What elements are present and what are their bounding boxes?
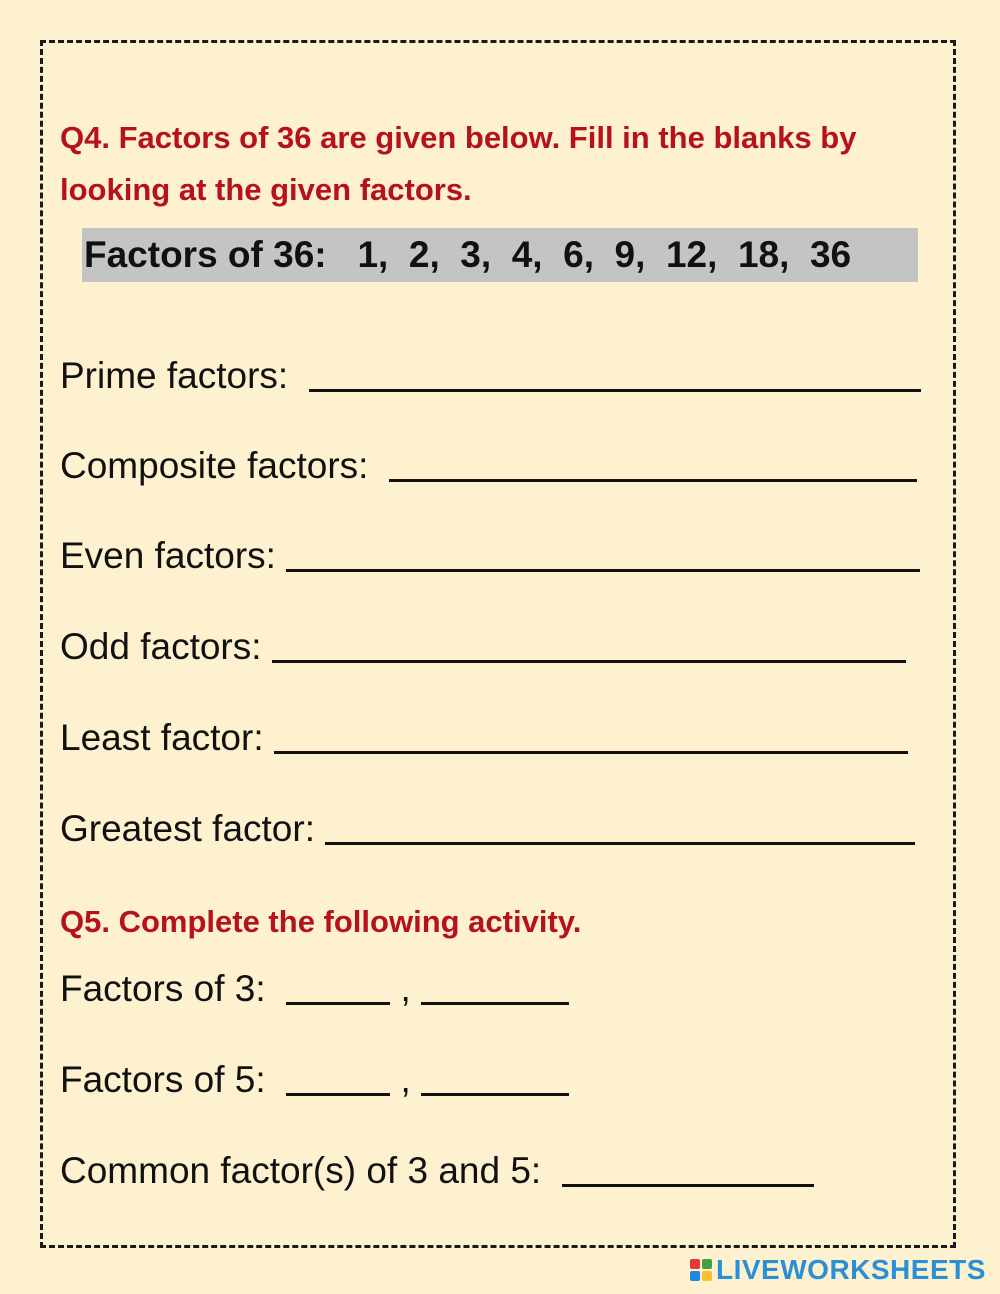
composite-factors-row — [60, 444, 917, 488]
logo-square-yellow — [702, 1271, 712, 1281]
greatest-factor-label: Greatest factor: — [60, 808, 326, 849]
common-factors-row — [60, 1149, 814, 1193]
odd-factors-label: Odd factors: — [60, 626, 272, 667]
even-factors-row — [60, 534, 920, 578]
liveworksheets-logo-text: LIVEWORKSHEETS — [716, 1254, 986, 1285]
odd-factors-blank[interactable] — [272, 630, 906, 663]
composite-factors-label: Composite factors: — [60, 445, 390, 486]
prime-factors-row — [60, 354, 921, 398]
least-factor-blank[interactable] — [274, 721, 908, 754]
liveworksheets-logo — [690, 1254, 986, 1286]
prime-factors-label: Prime factors: — [60, 355, 309, 396]
logo-square-blue — [690, 1271, 700, 1281]
prime-factors-blank[interactable] — [309, 359, 921, 392]
odd-factors-row — [60, 625, 906, 669]
factors-of-5-blank-1[interactable] — [286, 1063, 390, 1096]
least-factor-label: Least factor: — [60, 717, 274, 758]
even-factors-label: Even factors: — [60, 535, 287, 576]
factors-of-3-blank-1[interactable] — [286, 972, 390, 1005]
even-factors-blank[interactable] — [286, 539, 920, 572]
factors-of-3-separator: , — [390, 968, 422, 1009]
factors-of-3-label: Factors of 3: — [60, 968, 287, 1009]
common-factors-label: Common factor(s) of 3 and 5: — [60, 1150, 562, 1191]
factors-of-5-blank-2[interactable] — [421, 1063, 569, 1096]
common-factors-blank[interactable] — [562, 1154, 814, 1187]
factors-of-3-blank-2[interactable] — [421, 972, 569, 1005]
factors-of-5-row — [60, 1058, 569, 1102]
liveworksheets-logo-icon — [690, 1259, 712, 1281]
factors-of-3-row — [60, 967, 569, 1011]
greatest-factor-blank[interactable] — [325, 812, 915, 845]
factors-of-36-strip: Factors of 36: 1, 2, 3, 4, 6, 9, 12, 18, 36 — [82, 228, 918, 282]
least-factor-row — [60, 716, 908, 760]
factors-of-5-label: Factors of 5: — [60, 1059, 287, 1100]
q4-question-title: Q4. Factors of 36 are given below. Fill in the blanks by looking at the given factors. — [60, 120, 857, 207]
factors-of-5-separator: , — [390, 1059, 422, 1100]
logo-square-green — [702, 1259, 712, 1269]
logo-square-red — [690, 1259, 700, 1269]
greatest-factor-row — [60, 807, 915, 851]
q5-question-title: Q5. Complete the following activity. — [60, 904, 582, 939]
composite-factors-blank[interactable] — [389, 449, 917, 482]
